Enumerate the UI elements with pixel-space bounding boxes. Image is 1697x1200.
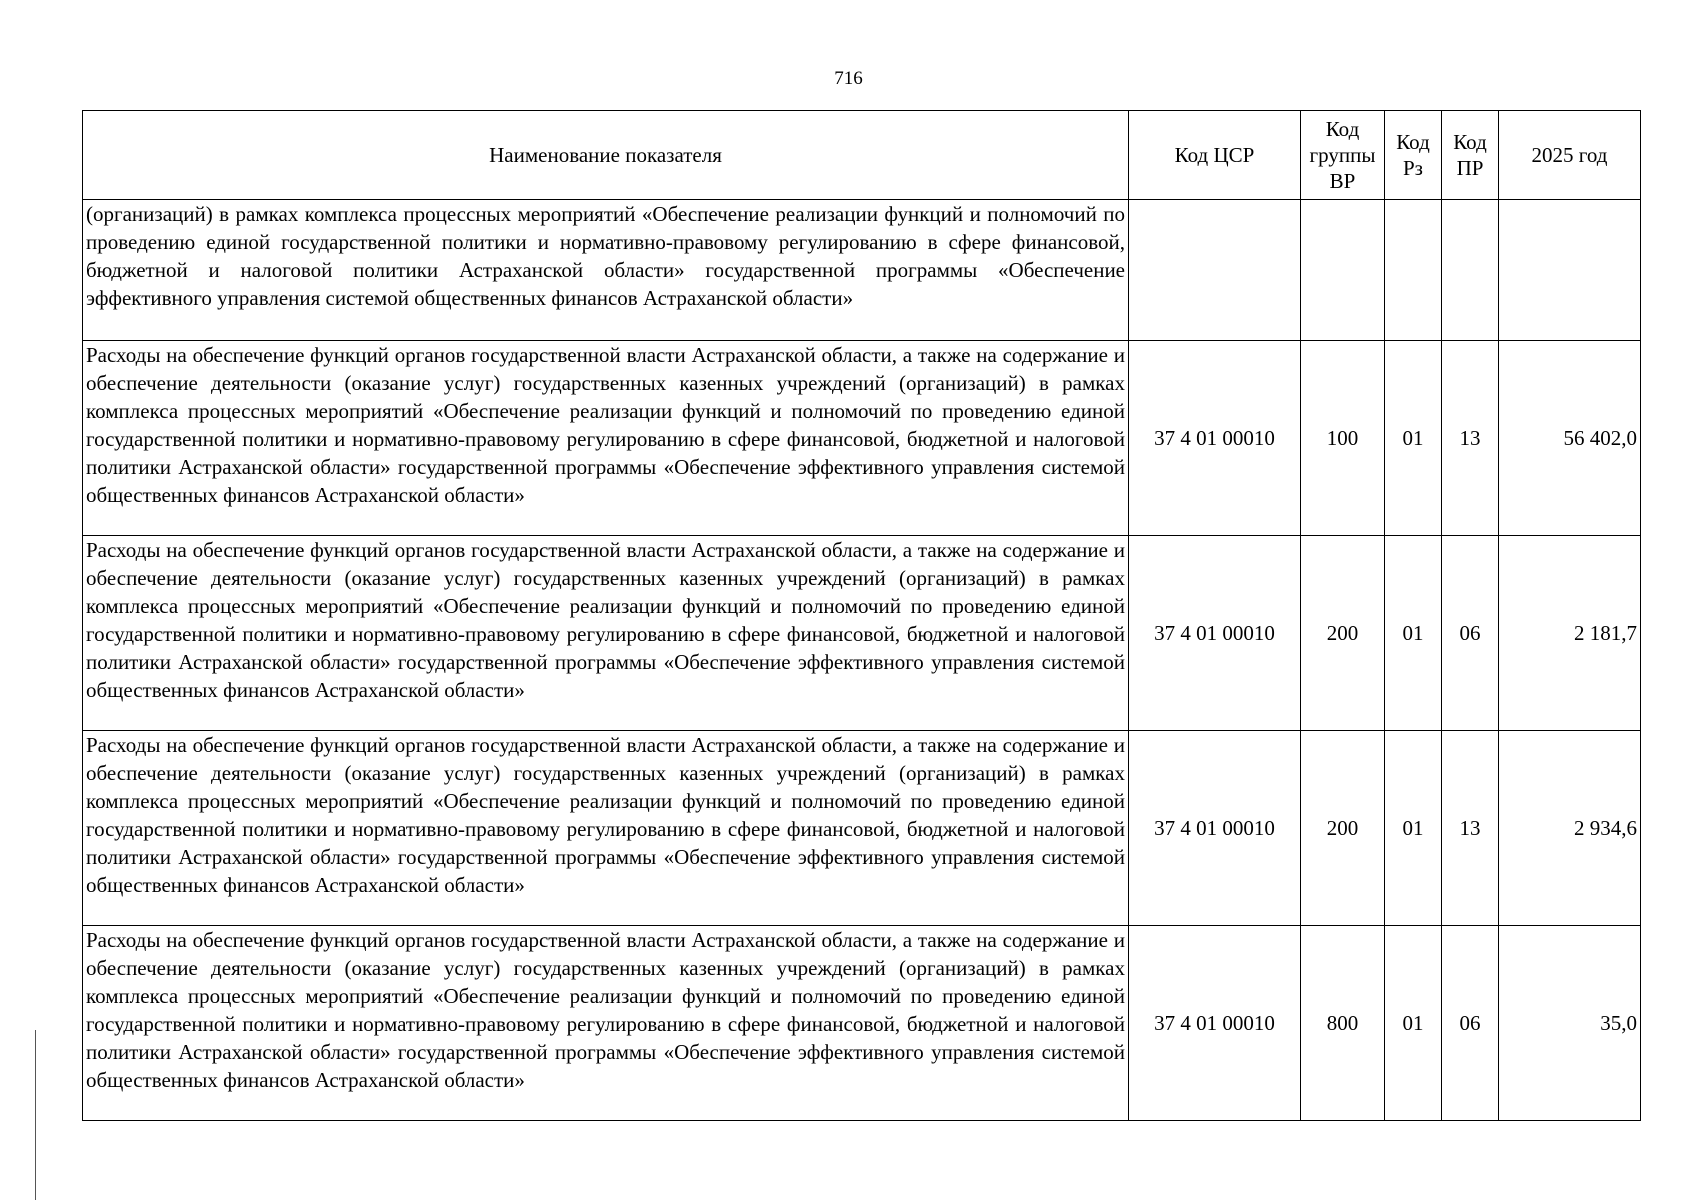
row-csr: 37 4 01 00010 — [1129, 926, 1301, 1121]
table-row — [83, 926, 1641, 1121]
row-amount: 35,0 — [1499, 926, 1641, 1121]
row-name: Расходы на обеспечение функций органов государственной власти Астраханской области, а также на содержание и обеспечение деятельности (оказание услуг) государственных казенных учреждений (организаций) в рамках комплекса процессных мероприятий «Обеспечение реализации функций и полномочий по проведению единой государственной политики и нормативно-правовому регулированию в сфере финансовой, бюджетной и налоговой политики Астраханской области» государственной программы «Обеспечение эффективного управления системой общественных финансов Астраханской области» — [83, 341, 1129, 536]
header-name: Наименование показателя — [83, 111, 1129, 200]
row-amount — [1499, 200, 1641, 341]
row-rz: 01 — [1385, 536, 1442, 731]
row-csr: 37 4 01 00010 — [1129, 341, 1301, 536]
row-csr: 37 4 01 00010 — [1129, 731, 1301, 926]
table-body — [83, 200, 1641, 1121]
row-amount: 2 934,6 — [1499, 731, 1641, 926]
row-vr: 200 — [1301, 731, 1385, 926]
row-amount: 2 181,7 — [1499, 536, 1641, 731]
row-rz: 01 — [1385, 731, 1442, 926]
row-rz — [1385, 200, 1442, 341]
row-name: Расходы на обеспечение функций органов государственной власти Астраханской области, а также на содержание и обеспечение деятельности (оказание услуг) государственных казенных учреждений (организаций) в рамках комплекса процессных мероприятий «Обеспечение реализации функций и полномочий по проведению единой государственной политики и нормативно-правовому регулированию в сфере финансовой, бюджетной и налоговой политики Астраханской области» государственной программы «Обеспечение эффективного управления системой общественных финансов Астраханской области» — [83, 536, 1129, 731]
table-header — [83, 111, 1641, 200]
row-vr: 200 — [1301, 536, 1385, 731]
header-year: 2025 год — [1499, 111, 1641, 200]
margin-rule — [35, 1030, 36, 1200]
header-rz: Код Рз — [1385, 111, 1442, 200]
row-vr: 800 — [1301, 926, 1385, 1121]
row-vr — [1301, 200, 1385, 341]
table-row — [83, 341, 1641, 536]
row-name: Расходы на обеспечение функций органов государственной власти Астраханской области, а также на содержание и обеспечение деятельности (оказание услуг) государственных казенных учреждений (организаций) в рамках комплекса процессных мероприятий «Обеспечение реализации функций и полномочий по проведению единой государственной политики и нормативно-правовому регулированию в сфере финансовой, бюджетной и налоговой политики Астраханской области» государственной программы «Обеспечение эффективного управления системой общественных финансов Астраханской области» — [83, 731, 1129, 926]
row-rz: 01 — [1385, 341, 1442, 536]
row-pr: 06 — [1442, 926, 1499, 1121]
header-vr: Код группы ВР — [1301, 111, 1385, 200]
row-pr: 13 — [1442, 341, 1499, 536]
row-amount: 56 402,0 — [1499, 341, 1641, 536]
table-row — [83, 200, 1641, 341]
row-pr — [1442, 200, 1499, 341]
row-pr: 13 — [1442, 731, 1499, 926]
row-pr: 06 — [1442, 536, 1499, 731]
table-row — [83, 731, 1641, 926]
row-name: Расходы на обеспечение функций органов государственной власти Астраханской области, а также на содержание и обеспечение деятельности (оказание услуг) государственных казенных учреждений (организаций) в рамках комплекса процессных мероприятий «Обеспечение реализации функций и полномочий по проведению единой государственной политики и нормативно-правовому регулированию в сфере финансовой, бюджетной и налоговой политики Астраханской области» государственной программы «Обеспечение эффективного управления системой общественных финансов Астраханской области» — [83, 926, 1129, 1121]
table-row — [83, 536, 1641, 731]
header-csr: Код ЦСР — [1129, 111, 1301, 200]
page-number: 716 — [834, 68, 863, 89]
header-pr: Код ПР — [1442, 111, 1499, 200]
row-vr: 100 — [1301, 341, 1385, 536]
row-name: (организаций) в рамках комплекса процессных мероприятий «Обеспечение реализации функций и полномочий по проведению единой государственной политики и нормативно-правовому регулированию в сфере финансовой, бюджетной и налоговой политики Астраханской области» государственной программы «Обеспечение эффективного управления системой общественных финансов Астраханской области» — [83, 200, 1129, 341]
budget-table — [82, 110, 1641, 1121]
row-csr — [1129, 200, 1301, 341]
header-row — [83, 111, 1641, 200]
row-rz: 01 — [1385, 926, 1442, 1121]
row-csr: 37 4 01 00010 — [1129, 536, 1301, 731]
